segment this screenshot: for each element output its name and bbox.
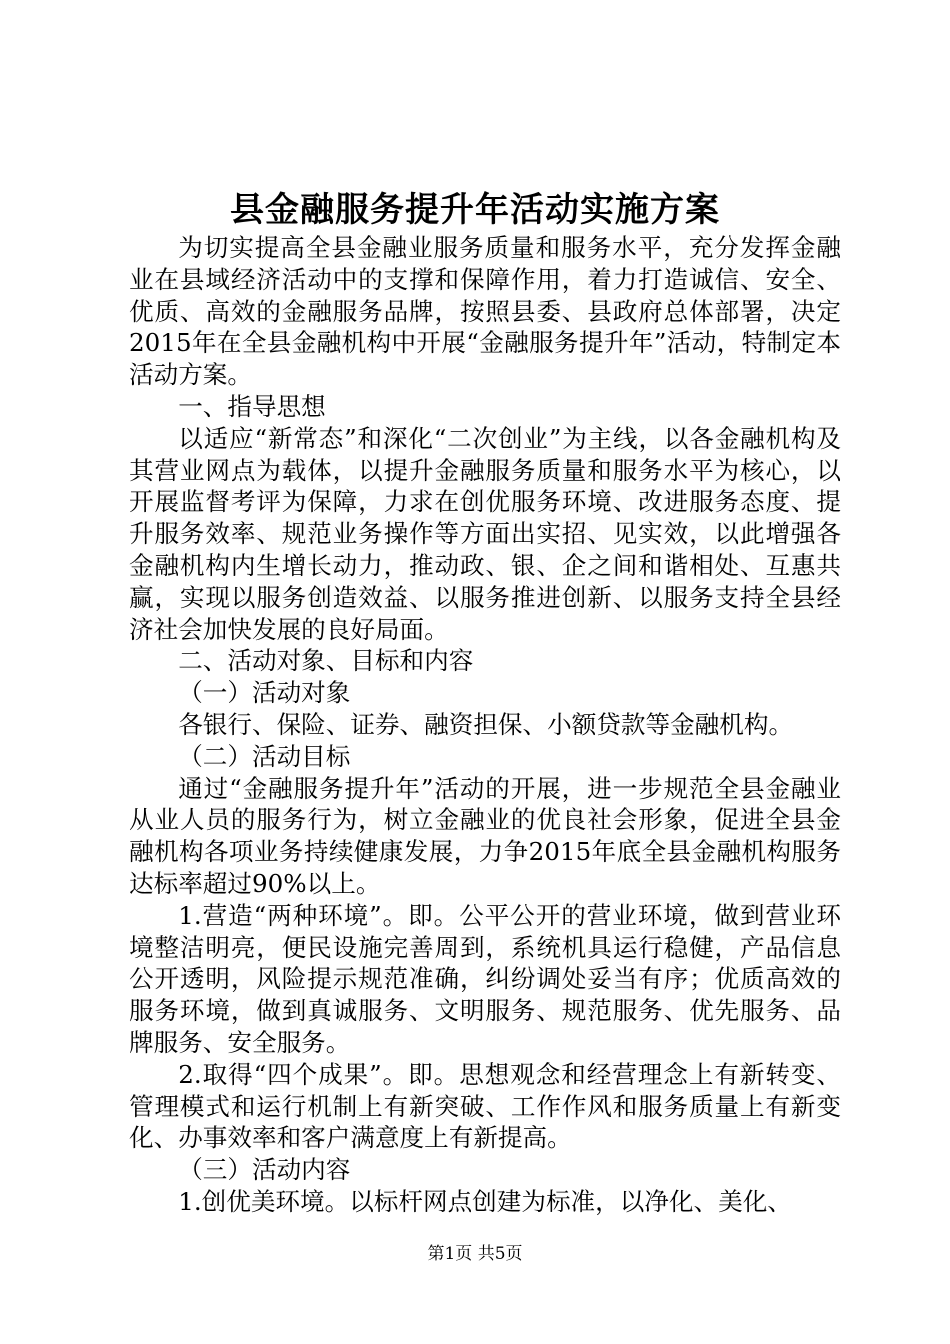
section-heading-activity: 二、活动对象、目标和内容	[178, 646, 474, 676]
section-heading-guiding-thought: 一、指导思想	[178, 391, 326, 421]
paragraph-goal-item-2: 2.取得“四个成果”。即。思想观念和经营理念上有新转变、管理模式和运行机制上有新突破、工作作风和服务质量上有新变化、办事效率和客户满意度上有新提高。	[129, 1059, 841, 1153]
paragraph-goal-item-1: 1.营造“两种环境”。即。公平公开的营业环境，做到营业环境整洁明亮，便民设施完善周到，系统机具运行稳健，产品信息公开透明，风险提示规范准确，纠纷调处妥当有序；优质高效的服务环境，做到真诚服务、文明服务、规范服务、优先服务、品牌服务、安全服务。	[129, 900, 841, 1057]
subheading-activity-target: （一）活动对象	[178, 678, 351, 708]
subheading-activity-goal: （二）活动目标	[178, 741, 351, 771]
document-title: 县金融服务提升年活动实施方案	[230, 190, 720, 230]
page-number-footer: 第1页 共5页	[427, 1244, 523, 1264]
paragraph-activity-target: 各银行、保险、证券、融资担保、小额贷款等金融机构。	[178, 709, 794, 739]
paragraph-guiding-thought: 以适应“新常态”和深化“二次创业”为主线，以各金融机构及其营业网点为载体，以提升金融服务质量和服务水平为核心，以开展监督考评为保障，力求在创优服务环境、改进服务态度、提升服务效率、规范业务操作等方面出实招、见实效，以此增强各金融机构内生增长动力，推动政、银、企之间和谐相处、互惠共赢，实现以服务创造效益、以服务推进创新、以服务支持全县经济社会加快发展的良好局面。	[129, 423, 841, 644]
paragraph-activity-goal: 通过“金融服务提升年”活动的开展，进一步规范全县金融业从业人员的服务行为，树立金融业的优良社会形象，促进全县金融机构各项业务持续健康发展，力争2015年底全县金融机构服务达标率超过90%以上。	[129, 773, 841, 898]
paragraph-intro: 为切实提高全县金融业服务质量和服务水平，充分发挥金融业在县域经济活动中的支撑和保障作用，着力打造诚信、安全、优质、高效的金融服务品牌，按照县委、县政府总体部署，决定2015年在全县金融机构中开展“金融服务提升年”活动，特制定本活动方案。	[129, 233, 841, 390]
paragraph-content-item-1: 1.创优美环境。以标杆网点创建为标准，以净化、美化、	[178, 1186, 792, 1216]
subheading-activity-content: （三）活动内容	[178, 1155, 351, 1185]
document-body	[129, 232, 841, 1218]
